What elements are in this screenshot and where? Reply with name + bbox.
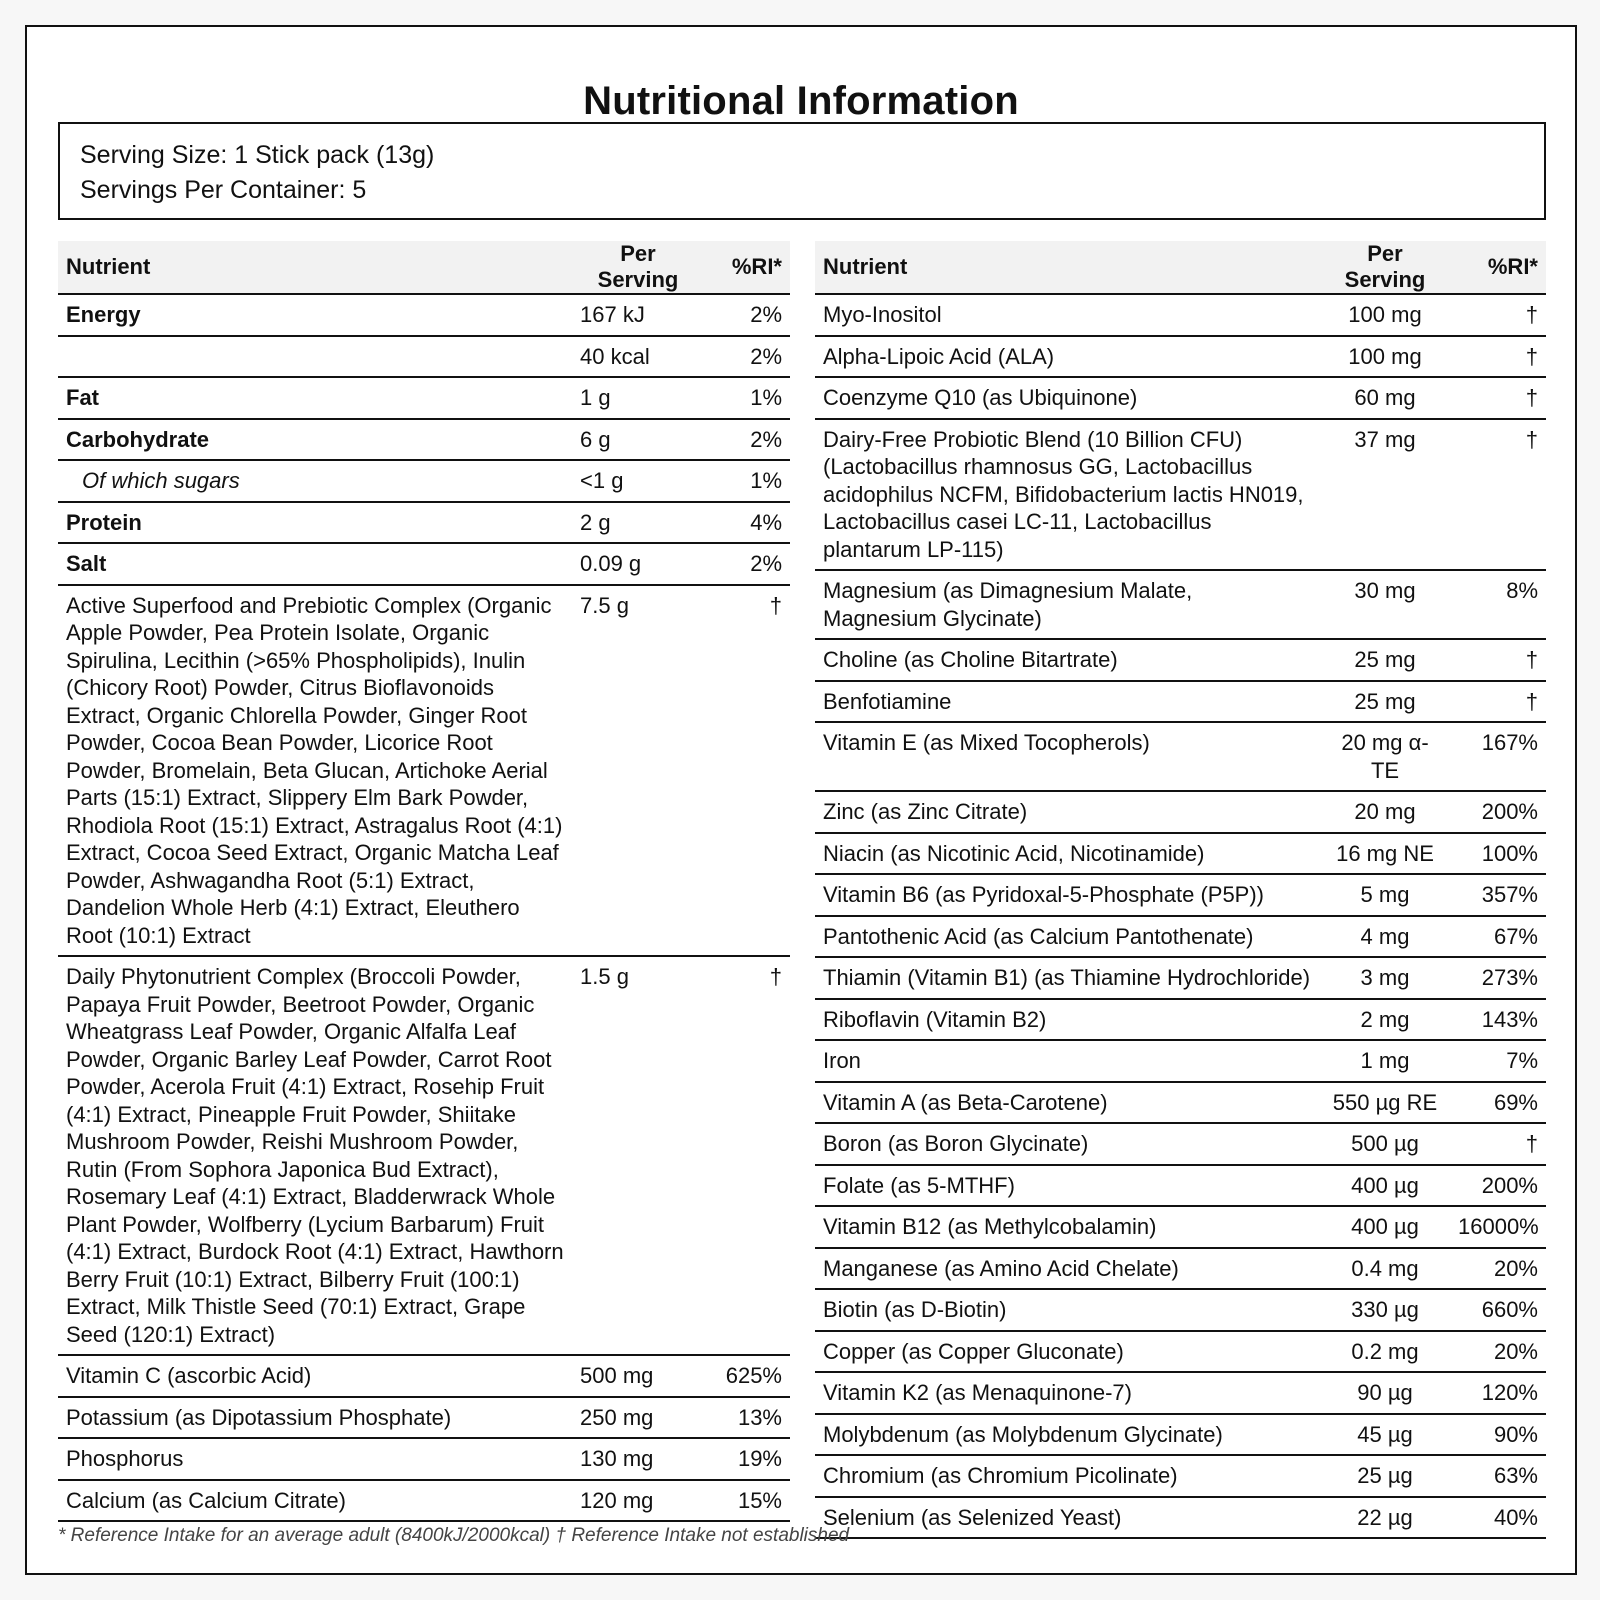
nutrient-name: Alpha-Lipoic Acid (ALA) [815,336,1320,378]
nutrient-name: Iron [815,1040,1320,1082]
nutrient-ri: † [704,585,790,957]
table-header-row [815,241,1546,294]
header-nutrient: Nutrient [58,241,572,294]
table-row [815,681,1546,723]
nutrient-amount: 330 µg [1320,1289,1450,1331]
nutrient-name: Biotin (as D-Biotin) [815,1289,1320,1331]
nutrient-name: Calcium (as Calcium Citrate) [58,1480,572,1522]
nutrient-name: Copper (as Copper Gluconate) [815,1331,1320,1373]
nutrient-amount: 130 mg [572,1438,704,1480]
nutrient-ri: 20% [1450,1248,1546,1290]
nutrient-name: Coenzyme Q10 (as Ubiquinone) [815,377,1320,419]
nutrient-amount: 37 mg [1320,419,1450,571]
nutrient-ri: 357% [1450,874,1546,916]
nutrient-name: Active Superfood and Prebiotic Complex (Organic Apple Powder, Pea Protein Isolate, Organic Spirulina, Lecithin (>65% Phospholipids), Inulin (Chicory Root) Powder, Citrus Bioflavonoids Extract, Organic Chlorella Powder, Ginger Root Powder, Cocoa Bean Powder, Licorice Root Powder, Bromelain, Beta Glucan, Artichoke Aerial Parts (15:1) Extract, Slippery Elm Bark Powder, Rhodiola Root (15:1) Extract, Astragalus Root (4:1) Extract, Cocoa Seed Extract, Organic Matcha Leaf Powder, Ashwagandha Root (5:1) Extract, Dandelion Whole Herb (4:1) Extract, Eleuthero Root (10:1) Extract [58,585,572,957]
nutrient-amount: <1 g [572,460,704,502]
nutrient-amount: 16 mg NE [1320,833,1450,875]
table-row [815,916,1546,958]
nutrition-panel [25,25,1577,1575]
table-row [58,419,790,461]
nutrient-amount: 30 mg [1320,570,1450,639]
nutrient-ri: 16000% [1450,1206,1546,1248]
nutrient-amount: 0.09 g [572,543,704,585]
nutrient-name: Manganese (as Amino Acid Chelate) [815,1248,1320,1290]
table-row [815,1414,1546,1456]
nutrient-ri: 167% [1450,722,1546,791]
table-row [58,956,790,1355]
table-row [815,957,1546,999]
nutrient-amount: 60 mg [1320,377,1450,419]
footnote: * Reference Intake for an average adult (8400kJ/2000kcal) † Reference Intake not established [58,1525,850,1546]
nutrient-name: Magnesium (as Dimagnesium Malate, Magnesium Glycinate) [815,570,1320,639]
nutrient-ri: † [1450,419,1546,571]
nutrient-amount: 6 g [572,419,704,461]
nutrient-name: Chromium (as Chromium Picolinate) [815,1455,1320,1497]
nutrient-ri: 120% [1450,1372,1546,1414]
nutrient-amount: 2 mg [1320,999,1450,1041]
nutrient-ri: 625% [704,1355,790,1397]
nutrient-amount: 25 µg [1320,1455,1450,1497]
nutrient-ri: 100% [1450,833,1546,875]
nutrient-amount: 500 mg [572,1355,704,1397]
nutrient-name: Riboflavin (Vitamin B2) [815,999,1320,1041]
nutrient-ri: † [1450,377,1546,419]
nutrient-ri: 19% [704,1438,790,1480]
nutrient-ri: 200% [1450,791,1546,833]
nutrient-name: Myo-Inositol [815,294,1320,336]
nutrient-name: Vitamin B6 (as Pyridoxal-5-Phosphate (P5P)) [815,874,1320,916]
page-title: Nutritional Information [583,79,1019,123]
nutrient-name: Choline (as Choline Bitartrate) [815,639,1320,681]
header-nutrient: Nutrient [815,241,1320,294]
nutrient-name: Salt [58,543,572,585]
nutrient-ri: 143% [1450,999,1546,1041]
table-row [815,1165,1546,1207]
nutrient-amount: 1 mg [1320,1040,1450,1082]
nutrient-name: Vitamin K2 (as Menaquinone-7) [815,1372,1320,1414]
nutrient-amount: 22 µg [1320,1497,1450,1539]
nutrient-name: Vitamin E (as Mixed Tocopherols) [815,722,1320,791]
table-row [815,639,1546,681]
nutrient-amount: 25 mg [1320,639,1450,681]
header-per-serving: Per Serving [572,241,704,294]
nutrient-amount: 550 µg RE [1320,1082,1450,1124]
table-row [815,874,1546,916]
nutrient-amount: 40 kcal [572,336,704,378]
table-row [815,1040,1546,1082]
nutrient-amount: 3 mg [1320,957,1450,999]
header-ri: %RI* [1450,241,1546,294]
table-row [815,1455,1546,1497]
nutrient-name: Of which sugars [58,460,572,502]
table-row [815,833,1546,875]
nutrient-amount: 1 g [572,377,704,419]
left-nutrient-table [58,241,790,1522]
nutrient-ri: 8% [1450,570,1546,639]
nutrient-ri: 40% [1450,1497,1546,1539]
table-row [815,1082,1546,1124]
nutrient-amount: 45 µg [1320,1414,1450,1456]
nutrient-name: Vitamin C (ascorbic Acid) [58,1355,572,1397]
nutrient-amount: 7.5 g [572,585,704,957]
nutrient-amount: 400 µg [1320,1165,1450,1207]
table-row [58,1397,790,1439]
nutrient-name: Boron (as Boron Glycinate) [815,1123,1320,1165]
table-row [815,1331,1546,1373]
table-row [815,999,1546,1041]
nutrient-amount: 2 g [572,502,704,544]
table-row [815,570,1546,639]
nutrient-ri: † [704,956,790,1355]
nutrient-name: Dairy-Free Probiotic Blend (10 Billion CFU) (Lactobacillus rhamnosus GG, Lactobacillus acidophilus NCFM, Bifidobacterium lactis HN019, Lactobacillus casei LC-11, Lactobacillus plantarum LP-115) [815,419,1320,571]
nutrient-name: Energy [58,294,572,336]
nutrient-amount: 25 mg [1320,681,1450,723]
nutrient-name: Vitamin A (as Beta-Carotene) [815,1082,1320,1124]
table-row [58,294,790,336]
nutrient-amount: 0.2 mg [1320,1331,1450,1373]
table-row [815,419,1546,571]
table-row [58,585,790,957]
nutrient-ri: 660% [1450,1289,1546,1331]
nutrient-name: Phosphorus [58,1438,572,1480]
nutrient-amount: 500 µg [1320,1123,1450,1165]
table-row [815,377,1546,419]
nutrient-name: Fat [58,377,572,419]
table-row [58,336,790,378]
nutrient-amount: 100 mg [1320,336,1450,378]
nutrient-ri: 63% [1450,1455,1546,1497]
table-row [58,1355,790,1397]
nutrient-ri: 1% [704,377,790,419]
serving-size: Serving Size: 1 Stick pack (13g) [80,141,435,169]
nutrient-ri: 200% [1450,1165,1546,1207]
nutrient-amount: 250 mg [572,1397,704,1439]
table-row [58,460,790,502]
nutrient-name: Vitamin B12 (as Methylcobalamin) [815,1206,1320,1248]
nutrient-name: Daily Phytonutrient Complex (Broccoli Powder, Papaya Fruit Powder, Beetroot Powder, Organic Wheatgrass Leaf Powder, Organic Alfalfa Leaf Powder, Organic Barley Leaf Powder, Carrot Root Powder, Acerola Fruit (4:1) Extract, Rosehip Fruit (4:1) Extract, Pineapple Fruit Powder, Shiitake Mushroom Powder, Reishi Mushroom Powder, Rutin (From Sophora Japonica Bud Extract), Rosemary Leaf (4:1) Extract, Bladderwrack Whole Plant Powder, Wolfberry (Lycium Barbarum) Fruit (4:1) Extract, Burdock Root (4:1) Extract, Hawthorn Berry Fruit (10:1) Extract, Bilberry Fruit (100:1) Extract, Milk Thistle Seed (70:1) Extract, Grape Seed (120:1) Extract) [58,956,572,1355]
table-row [58,377,790,419]
table-row [815,1248,1546,1290]
servings-per-container: Servings Per Container: 5 [80,176,367,204]
nutrient-ri: † [1450,681,1546,723]
nutrient-ri: 2% [704,294,790,336]
nutrient-ri: † [1450,336,1546,378]
nutrient-amount: 5 mg [1320,874,1450,916]
nutrient-name: Carbohydrate [58,419,572,461]
nutrient-name: Selenium (as Selenized Yeast) [815,1497,1320,1539]
table-row [815,722,1546,791]
table-row [815,791,1546,833]
table-row [815,1206,1546,1248]
table-row [815,294,1546,336]
nutrient-ri: 273% [1450,957,1546,999]
nutrient-ri: † [1450,639,1546,681]
table-row [58,543,790,585]
nutrient-amount: 1.5 g [572,956,704,1355]
nutrient-ri: 69% [1450,1082,1546,1124]
nutrient-ri: † [1450,1123,1546,1165]
nutrient-name: Molybdenum (as Molybdenum Glycinate) [815,1414,1320,1456]
nutrient-amount: 20 mg [1320,791,1450,833]
table-row [815,1289,1546,1331]
nutrient-name: Folate (as 5-MTHF) [815,1165,1320,1207]
nutrient-amount: 90 µg [1320,1372,1450,1414]
nutrient-ri: 1% [704,460,790,502]
nutrient-name: Benfotiamine [815,681,1320,723]
nutrient-amount: 400 µg [1320,1206,1450,1248]
header-per-serving: Per Serving [1320,241,1450,294]
nutrient-name: Thiamin (Vitamin B1) (as Thiamine Hydrochloride) [815,957,1320,999]
table-row [58,1438,790,1480]
nutrient-name: Zinc (as Zinc Citrate) [815,791,1320,833]
nutrient-amount: 20 mg α-TE [1320,722,1450,791]
nutrient-amount: 0.4 mg [1320,1248,1450,1290]
right-nutrient-table [815,241,1546,1539]
table-header-row [58,241,790,294]
nutrient-ri: 90% [1450,1414,1546,1456]
nutrient-name [58,336,572,378]
nutrient-ri: 20% [1450,1331,1546,1373]
table-row [815,1497,1546,1539]
header-ri: %RI* [704,241,790,294]
nutrient-amount: 167 kJ [572,294,704,336]
nutrient-ri: † [1450,294,1546,336]
nutrient-name: Niacin (as Nicotinic Acid, Nicotinamide) [815,833,1320,875]
table-row [815,336,1546,378]
table-row [815,1372,1546,1414]
nutrient-ri: 2% [704,336,790,378]
nutrient-ri: 7% [1450,1040,1546,1082]
nutrient-name: Protein [58,502,572,544]
nutrient-ri: 13% [704,1397,790,1439]
nutrient-ri: 15% [704,1480,790,1522]
nutrient-amount: 100 mg [1320,294,1450,336]
nutrient-ri: 67% [1450,916,1546,958]
table-row [815,1123,1546,1165]
nutrient-ri: 2% [704,419,790,461]
nutrient-ri: 2% [704,543,790,585]
nutrient-name: Pantothenic Acid (as Calcium Pantothenate) [815,916,1320,958]
nutrient-ri: 4% [704,502,790,544]
nutrient-amount: 4 mg [1320,916,1450,958]
table-row [58,1480,790,1522]
table-row [58,502,790,544]
nutrient-amount: 120 mg [572,1480,704,1522]
nutrient-name: Potassium (as Dipotassium Phosphate) [58,1397,572,1439]
serving-box [58,122,1546,220]
